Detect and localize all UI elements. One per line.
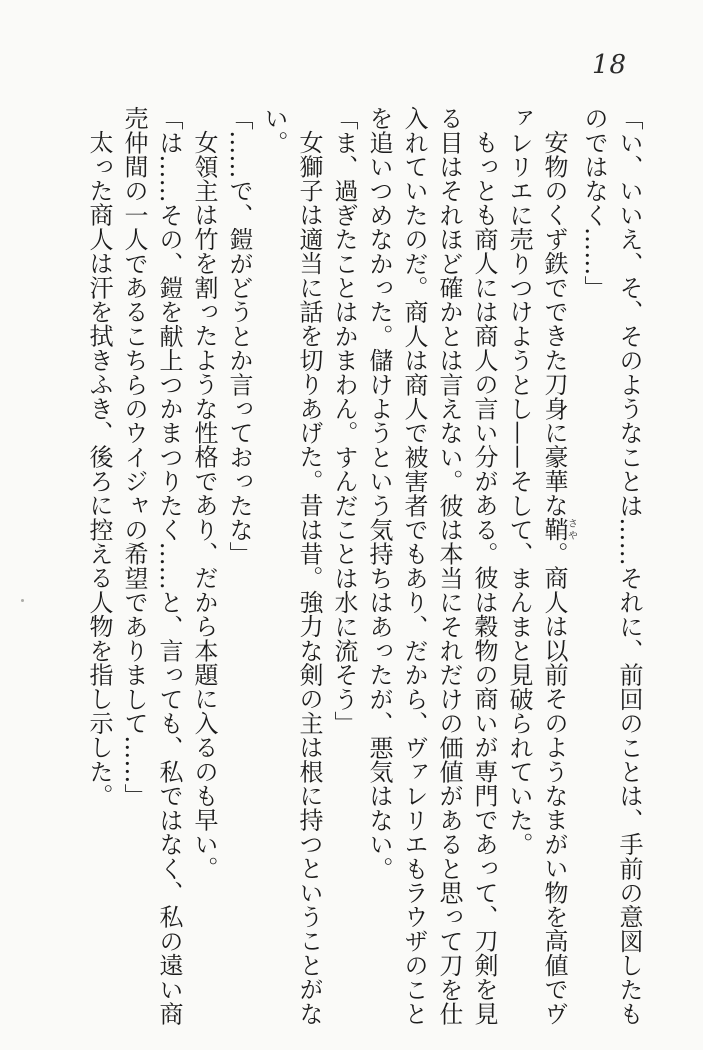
text-line: 女獅子は適当に話を切りあげた。昔は昔。強力な剣の主は根に持つということがな [295,130,323,1026]
text-line [536,106,576,1026]
text-column-block [81,106,646,1026]
ruby-furigana: さや [565,517,577,542]
text-line: 入れていたのだ。商人は商人で被害者でもあり、だから、ヴァレリエもラウザのこと [400,106,428,1026]
text-line: 売仲間の一人であるこちらのウイジャの希望でありまして……」 [120,106,148,808]
text-line: 「い、いいえ、そ、そのようなことは……それに、前回のことは、手前の意図したも [615,106,643,1026]
text-segment: 。商人は以前そのようなまがい物を高値でヴ [540,541,568,1026]
text-line: い。 [260,106,288,155]
text-line: 「ま、過ぎたことはかまわん。すんだことは水に流そう」 [330,106,358,736]
text-line: 「は……その、鎧を献上つかまつりたく……と、言っても、私ではなく、私の遠い商 [155,106,183,1026]
text-line: 「……で、鎧がどうとか言っておったな」 [225,106,253,566]
text-line: を追いつめなかった。儲けようという気持ちはあったが、悪気はない。 [365,106,393,881]
ruby-annotation [540,517,577,542]
text-line: ァレリエに売りつけようとし——そして、まんまと見破られていた。 [505,106,533,857]
page-number: 18 [592,50,628,80]
text-line: のではなく……」 [580,106,608,300]
print-speck [21,599,24,602]
text-line: る目はそれほど確かとは言えない。彼は本当にそれだけの価値があると思って刀を仕 [435,106,463,1026]
text-line: 太った商人は汗を拭きふき、後ろに控える人物を指し示した。 [85,130,113,808]
text-line: 女領主は竹を割ったような性格であり、だから本題に入るのも早い。 [190,130,218,881]
text-segment: 安物のくず鉄でできた刀身に豪華な [540,130,568,518]
ruby-base: 鞘 [540,517,568,542]
text-line: もっとも商人には商人の言い分がある。彼は穀物の商いが専門であって、刀剣を見 [470,130,498,1026]
